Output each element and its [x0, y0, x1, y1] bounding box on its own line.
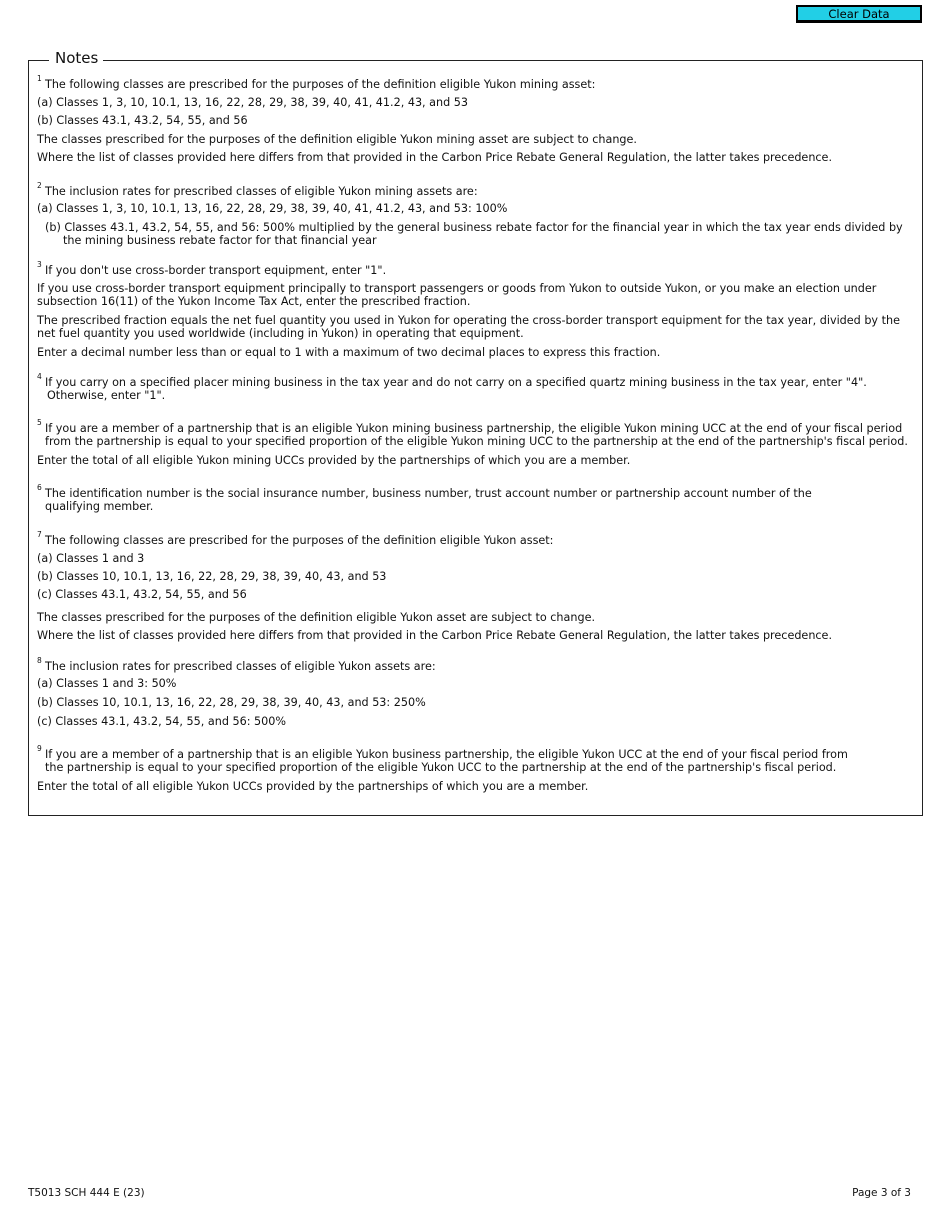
note-1 [37, 74, 917, 164]
note-7-intro: The following classes are prescribed for the purposes of the definition eligible Yukon asset: [45, 534, 554, 547]
note-5-para: Enter the total of all eligible Yukon mining UCCs provided by the partnerships of which you are a member. [37, 454, 631, 467]
note-3-para: The prescribed fraction equals the net fuel quantity you used in Yukon for operating the cross-border transport equipment for the tax year, divided by the net fuel quantity you used worldwide (including in Yukon) in operating that equipment. [37, 314, 900, 340]
note-3-intro: If you don't use cross-border transport equipment, enter "1". [45, 264, 387, 277]
page-number: Page 3 of 3 [852, 1187, 911, 1199]
note-2 [37, 181, 917, 247]
note-5 [37, 418, 917, 467]
note-number: 2 [37, 181, 42, 190]
note-8 [37, 656, 917, 728]
note-2-intro: The inclusion rates for prescribed classes of eligible Yukon mining assets are: [45, 185, 478, 198]
note-5-intro: If you are a member of a partnership that is an eligible Yukon mining business partnership, the eligible Yukon mining UCC at the end of your fiscal period from the partnership is equal to your specified proportion of the eligible Yukon mining UCC to the partnership at the end of the partnership's fiscal period. [45, 422, 908, 448]
note-number: 1 [37, 74, 42, 83]
note-8-item-c: (c) Classes 43.1, 43.2, 54, 55, and 56: 500% [37, 715, 287, 728]
note-number: 7 [37, 530, 42, 539]
note-8-intro: The inclusion rates for prescribed classes of eligible Yukon assets are: [45, 660, 436, 673]
note-7-item-c: (c) Classes 43.1, 43.2, 54, 55, and 56 [37, 588, 247, 601]
note-8-item-b: (b) Classes 10, 10.1, 13, 16, 22, 28, 29, 38, 39, 40, 43, and 53: 250% [37, 696, 426, 709]
notes-legend: Notes [49, 49, 103, 67]
note-1-intro: The following classes are prescribed for the purposes of the definition eligible Yukon mining asset: [45, 78, 596, 91]
note-4-intro: If you carry on a specified placer mining business in the tax year and do not carry on a specified quartz mining business in the tax year, enter "4". [45, 376, 867, 389]
note-7-item-a: (a) Classes 1 and 3 [37, 552, 145, 565]
note-number: 4 [37, 372, 42, 381]
note-2-item-b: (b) Classes 43.1, 43.2, 54, 55, and 56: 500% multiplied by the general business rebate factor for the financial year in which the tax year ends divided by the mining business rebate factor for that financial year [45, 221, 903, 247]
note-7-item-b: (b) Classes 10, 10.1, 13, 16, 22, 28, 29, 38, 39, 40, 43, and 53 [37, 570, 387, 583]
note-3 [37, 260, 917, 359]
note-2-item-a: (a) Classes 1, 3, 10, 10.1, 13, 16, 22, 28, 29, 38, 39, 40, 41, 41.2, 43, and 53: 100% [37, 202, 508, 215]
note-1-item-b: (b) Classes 43.1, 43.2, 54, 55, and 56 [37, 114, 248, 127]
note-number: 9 [37, 744, 42, 753]
note-number: 3 [37, 260, 42, 269]
note-1-para: The classes prescribed for the purposes of the definition eligible Yukon mining asset are subject to change. [37, 133, 637, 146]
note-6-intro: The identification number is the social insurance number, business number, trust account number or partnership account number of the qualifying member. [45, 487, 812, 513]
note-9-para: Enter the total of all eligible Yukon UCCs provided by the partnerships of which you are a member. [37, 780, 589, 793]
note-4-para: Otherwise, enter "1". [47, 389, 166, 402]
note-8-item-a: (a) Classes 1 and 3: 50% [37, 677, 177, 690]
note-number: 6 [37, 483, 42, 492]
form-identifier: T5013 SCH 444 E (23) [28, 1187, 145, 1199]
note-7-para: The classes prescribed for the purposes of the definition eligible Yukon asset are subject to change. [37, 611, 596, 624]
note-1-para: Where the list of classes provided here differs from that provided in the Carbon Price Rebate General Regulation, the latter takes precedence. [37, 151, 832, 164]
note-3-para: If you use cross-border transport equipment principally to transport passengers or goods from Yukon to outside Yukon, or you make an election under subsection 16(11) of the Yukon Income Tax Act, enter the prescribed fraction. [37, 282, 877, 308]
note-number: 8 [37, 656, 42, 665]
note-number: 5 [37, 418, 42, 427]
note-9-intro: If you are a member of a partnership that is an eligible Yukon business partnership, the eligible Yukon UCC at the end of your fiscal period from the partnership is equal to your specified proportion of the eligible Yukon UCC to the partnership at the end of the partnership's fiscal period. [45, 748, 848, 774]
note-4 [37, 372, 917, 402]
note-6 [37, 483, 857, 513]
clear-data-button[interactable]: Clear Data [796, 5, 922, 23]
note-7 [37, 530, 917, 642]
note-1-item-a: (a) Classes 1, 3, 10, 10.1, 13, 16, 22, 28, 29, 38, 39, 40, 41, 41.2, 43, and 53 [37, 96, 469, 109]
note-3-para: Enter a decimal number less than or equal to 1 with a maximum of two decimal places to express this fraction. [37, 346, 661, 359]
note-9 [37, 744, 867, 793]
note-7-para: Where the list of classes provided here differs from that provided in the Carbon Price Rebate General Regulation, the latter takes precedence. [37, 629, 832, 642]
